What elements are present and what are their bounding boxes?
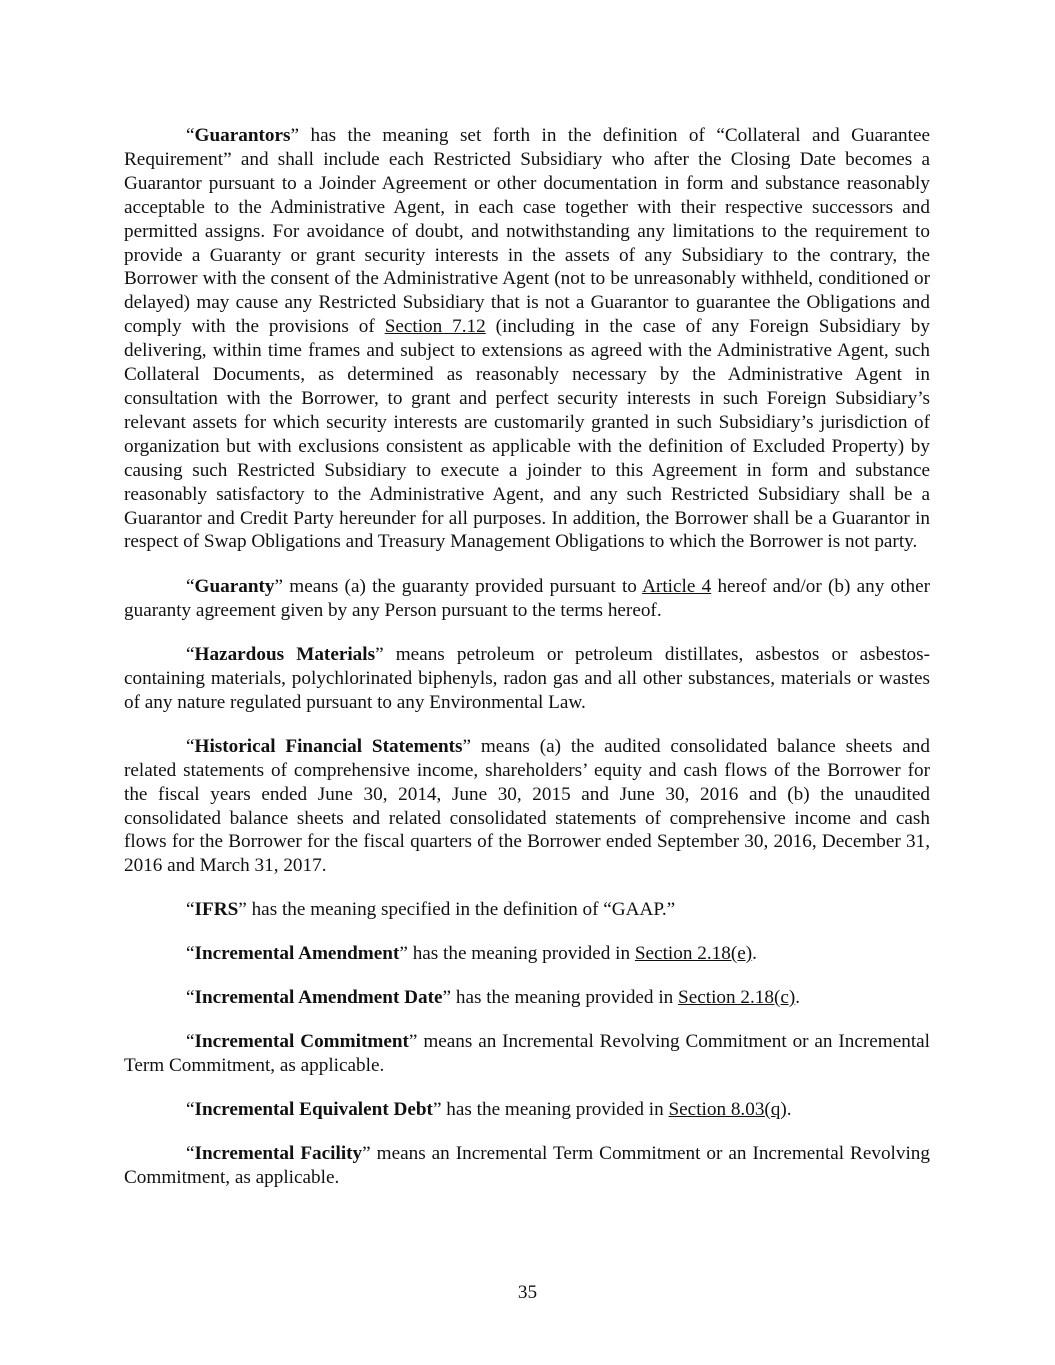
definition-text: has the meaning provided in xyxy=(441,1098,669,1120)
defined-term: Incremental Amendment Date xyxy=(194,987,443,1009)
section-2-18-c-link[interactable]: Section 2.18(c) xyxy=(678,987,796,1009)
open-quote: “ xyxy=(186,576,195,598)
close-quote: ” xyxy=(432,1098,442,1120)
defined-term: Incremental Facility xyxy=(194,1142,363,1164)
open-quote: “ xyxy=(186,899,195,921)
close-quote: ” xyxy=(399,943,408,965)
definition-text: means an Incremental Term Commitment or an Incremental Revolving Commitment, as applicable. xyxy=(124,1142,930,1188)
definition-text: hereof and/or (b) any other guaranty agreement given by any Person pursuant to the terms hereof. xyxy=(124,576,930,622)
defined-term: Guaranty xyxy=(194,576,275,598)
defined-term: Hazardous Materials xyxy=(194,644,376,666)
document-page xyxy=(124,124,930,1210)
definition-text: . xyxy=(786,1098,792,1120)
definition-hazardous-materials xyxy=(124,643,930,715)
open-quote: “ xyxy=(186,1142,195,1164)
definition-text: has the meaning provided in xyxy=(407,943,635,965)
defined-term: Guarantors xyxy=(194,125,291,146)
definition-text: means (a) the audited consolidated balance sheets and related statements of comprehensive income, shareholders’ equity and cash flows of the Borrower for the fiscal years ended June 30, 2014, June 30, 2015 and June 30, 2016 and (b) the unaudited consolidated balance sheets and related consolidated statements of comprehensive income and cash flows for the Borrower for the fiscal quarters of the Borrower ended September 30, 2016, December 31, 2016 and March 31, 2017. xyxy=(124,735,930,877)
definition-text: has the meaning provided in xyxy=(451,987,679,1009)
open-quote: “ xyxy=(186,987,195,1009)
definition-text: . xyxy=(795,987,801,1009)
definition-text: means petroleum or petroleum distillates, asbestos or asbestos-containing materials, polychlorinated biphenyls, radon gas and all other substances, materials or wastes of any nature regulated pursuant to any Environmental Law. xyxy=(124,644,930,713)
open-quote: “ xyxy=(186,125,195,146)
close-quote: ” xyxy=(274,576,284,598)
open-quote: “ xyxy=(186,644,195,666)
section-7-12-link[interactable]: Section 7.12 xyxy=(384,316,486,338)
close-quote: ” xyxy=(462,735,472,757)
close-quote: ” xyxy=(290,125,299,146)
section-2-18-e-link[interactable]: Section 2.18(e) xyxy=(634,943,753,965)
definition-incremental-amendment-date xyxy=(124,986,930,1010)
definition-text: . xyxy=(752,943,757,965)
definition-historical-financial-statements xyxy=(124,735,930,878)
close-quote: ” xyxy=(442,987,452,1009)
section-8-03-q-link[interactable]: Section 8.03(q) xyxy=(668,1098,787,1120)
open-quote: “ xyxy=(186,735,195,757)
definition-incremental-amendment xyxy=(124,942,930,966)
defined-term: Incremental Amendment xyxy=(194,943,400,965)
close-quote: ” xyxy=(408,1031,418,1052)
defined-term: Incremental Equivalent Debt xyxy=(194,1098,433,1120)
definition-ifrs xyxy=(124,898,930,922)
definition-text: has the meaning specified in the definition of “GAAP.” xyxy=(246,899,676,921)
definition-incremental-equivalent-debt xyxy=(124,1098,930,1122)
definition-text: has the meaning set forth in the definition of “Collateral and Guarantee Requirement” and shall include each Restricted Subsidiary who after the Closing Date becomes a Guarantor pursuant to a Joinder Agreement or other documentation in form and substance reasonably acceptable to the Administrative Agent, in each case together with their respective successors and permitted assigns. For avoidance of doubt, and notwithstanding any limitations to the requirement to provide a Guaranty or grant security interests in the assets of any Subsidiary to the contrary, the Borrower with the consent of the Administrative Agent (not to be unreasonably withheld, conditioned or delayed) may cause any Restricted Subsidiary that is not a Guarantor to guarantee the Obligations and comply with the provisions of xyxy=(124,125,930,338)
definition-incremental-facility xyxy=(124,1142,930,1190)
definition-text: means an Incremental Revolving Commitment or an Incremental Term Commitment, as applicable. xyxy=(124,1031,930,1076)
page-number: 35 xyxy=(517,1282,538,1303)
definition-guarantors xyxy=(124,124,930,554)
defined-term: Incremental Commitment xyxy=(194,1031,409,1052)
article-4-link[interactable]: Article 4 xyxy=(642,576,712,598)
open-quote: “ xyxy=(186,1098,195,1120)
open-quote: “ xyxy=(186,943,195,965)
close-quote: ” xyxy=(362,1142,371,1164)
definition-text: (including in the case of any Foreign Subsidiary by delivering, within time frames and subject to extensions as agreed with the Administrative Agent, such Collateral Documents, as determined as reasonably necessary by the Administrative Agent in consultation with the Borrower, to grant and perfect security interests in such Foreign Subsidiary’s relevant assets for which security interests are customarily granted in such Subsidiary’s jurisdiction of organization but with exclusions consistent as applicable with the definition of Excluded Property) by causing such Restricted Subsidiary to execute a joinder to this Agreement in form and substance reasonably satisfactory to the Administrative Agent, and any such Restricted Subsidiary shall be a Guarantor and Credit Party hereunder for all purposes. In addition, the Borrower shall be a Guarantor in respect of Swap Obligations and Treasury Management Obligations to which the Borrower is not party. xyxy=(124,316,930,553)
definition-text: means (a) the guaranty provided pursuant to xyxy=(283,576,643,598)
defined-term: IFRS xyxy=(194,899,239,921)
defined-term: Historical Financial Statements xyxy=(194,735,463,757)
definition-incremental-commitment xyxy=(124,1030,930,1078)
definition-guaranty xyxy=(124,575,930,623)
close-quote: ” xyxy=(375,644,384,666)
open-quote: “ xyxy=(186,1031,195,1052)
close-quote: ” xyxy=(238,899,247,921)
